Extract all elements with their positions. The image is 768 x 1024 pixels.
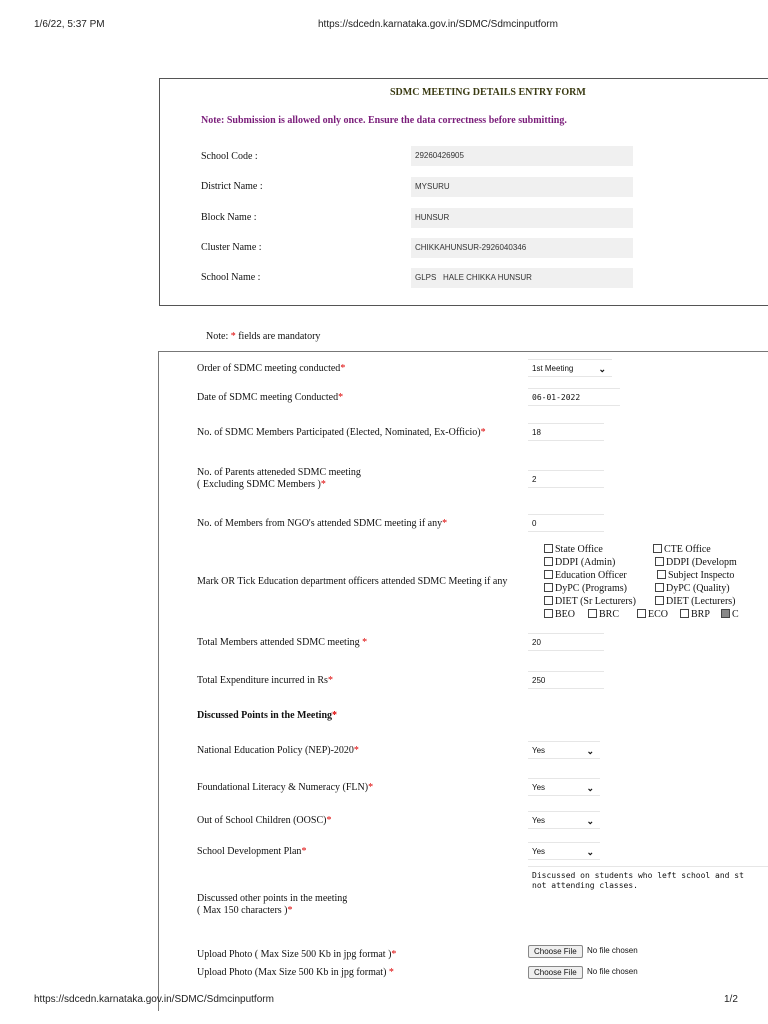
fln-select-value: Yes	[532, 783, 546, 792]
other-points-sublabel-text: ( Max 150 characters )	[197, 905, 288, 916]
checkbox-label: BEO	[555, 609, 575, 620]
photo1-label	[197, 949, 396, 960]
expenditure-label-text: Total Expenditure incurred in Rs	[197, 675, 328, 686]
checkbox-beo[interactable]	[544, 609, 575, 620]
checkbox-box[interactable]	[655, 583, 664, 592]
cluster-field: CHIKKAHUNSUR-2926040346	[411, 238, 633, 258]
members-input[interactable]: 18	[528, 423, 604, 441]
checkbox-brc[interactable]	[588, 609, 619, 620]
chevron-down-icon: ⌄	[586, 783, 594, 793]
checkbox-label: DDPI (Developm	[666, 557, 737, 568]
expenditure-label	[197, 675, 333, 686]
chevron-down-icon: ⌄	[586, 847, 594, 857]
photo1-status: No file chosen	[587, 946, 638, 955]
order-label	[197, 363, 345, 374]
school-name-field: GLPS HALE CHIKKA HUNSUR	[411, 268, 633, 288]
parents-label: No. of Parents atteneded SDMC meeting	[197, 467, 361, 478]
fln-select[interactable]	[528, 778, 600, 796]
sdp-label	[197, 846, 306, 857]
checkbox-diet-sr-lecturers[interactable]	[544, 596, 636, 607]
district-label: District Name :	[201, 181, 263, 192]
required-star: *	[287, 905, 293, 916]
submission-note: Note: Submission is allowed only once. Ensure the data correctness before submitting.	[201, 115, 567, 126]
chevron-down-icon: ⌄	[586, 816, 594, 826]
oosc-select-value: Yes	[532, 816, 546, 825]
mandatory-note-prefix: Note:	[206, 331, 231, 342]
footer-page-number: 1/2	[724, 994, 738, 1005]
expenditure-input[interactable]: 250	[528, 671, 604, 689]
nep-select[interactable]	[528, 741, 600, 759]
checkbox-box[interactable]	[544, 609, 553, 618]
sdp-select[interactable]	[528, 842, 600, 860]
checkbox-box[interactable]	[544, 557, 553, 566]
block-field: HUNSUR	[411, 208, 633, 228]
required-star: *	[327, 675, 333, 686]
checkbox-label: BRP	[691, 609, 710, 620]
checkbox-label: CTE Office	[664, 544, 711, 555]
footer-url: https://sdcedn.karnataka.gov.in/SDMC/Sdmcinputform	[34, 994, 274, 1005]
mandatory-note-suffix: fields are mandatory	[235, 331, 321, 342]
nep-label-text: National Education Policy (NEP)-2020	[197, 745, 354, 756]
oosc-label-text: Out of School Children (OOSC)	[197, 815, 327, 826]
checkbox-label: Subject Inspecto	[668, 570, 735, 581]
checkbox-box[interactable]	[680, 609, 689, 618]
checkbox-label: ECO	[648, 609, 668, 620]
checkbox-box[interactable]	[544, 583, 553, 592]
ngo-label	[197, 518, 447, 529]
sdp-label-text: School Development Plan	[197, 846, 302, 857]
checkbox-box[interactable]	[544, 544, 553, 553]
required-star: *	[301, 846, 307, 857]
print-datetime: 1/6/22, 5:37 PM	[34, 19, 105, 30]
checkbox-box[interactable]	[637, 609, 646, 618]
required-star: *	[388, 967, 394, 978]
checkbox-label: Education Officer	[555, 570, 627, 581]
other-points-sublabel	[197, 905, 293, 916]
checkbox-box[interactable]	[588, 609, 597, 618]
district-field: MYSURU	[411, 177, 633, 197]
total-input[interactable]: 20	[528, 633, 604, 651]
checkbox-box[interactable]	[655, 596, 664, 605]
checkbox-education-officer[interactable]	[544, 570, 627, 581]
other-points-textarea[interactable]: Discussed on students who left school and st not attending classes.	[528, 866, 768, 938]
order-select-value: 1st Meeting	[532, 364, 574, 373]
school-code-field: 29260426905	[411, 146, 633, 166]
checkbox-crp[interactable]	[721, 609, 739, 620]
total-label-text: Total Members attended SDMC meeting	[197, 637, 363, 648]
checkbox-ddpi-development[interactable]	[655, 557, 737, 568]
members-label-text: No. of SDMC Members Participated (Elected, Nominated, Ex-Officio)	[197, 427, 481, 438]
fln-label-text: Foundational Literacy & Numeracy (FLN)	[197, 782, 369, 793]
required-star: *	[480, 427, 486, 438]
required-star: *	[353, 745, 359, 756]
checkbox-box-checked[interactable]	[721, 609, 730, 618]
school-code-label: School Code :	[201, 151, 258, 162]
checkbox-cte-office[interactable]	[653, 544, 711, 555]
checkbox-ddpi-admin[interactable]	[544, 557, 615, 568]
photo1-label-text: Upload Photo ( Max Size 500 Kb in jpg format )	[197, 949, 392, 960]
parents-input[interactable]: 2	[528, 470, 604, 488]
checkbox-label: C	[732, 609, 739, 620]
checkbox-label: DyPC (Quality)	[666, 583, 730, 594]
parents-sublabel	[197, 479, 326, 490]
required-star: *	[362, 637, 368, 648]
checkbox-label: DDPI (Admin)	[555, 557, 616, 568]
required-star: *	[230, 331, 236, 342]
form-title: SDMC MEETING DETAILS ENTRY FORM	[390, 87, 586, 98]
discussed-heading	[197, 710, 337, 721]
checkbox-brp[interactable]	[680, 609, 710, 620]
nep-label	[197, 745, 359, 756]
photo2-label-text: Upload Photo (Max Size 500 Kb in jpg format)	[197, 967, 389, 978]
checkbox-label: DyPC (Programs)	[555, 583, 627, 594]
cluster-label: Cluster Name :	[201, 242, 262, 253]
order-select[interactable]	[528, 359, 612, 377]
required-star: *	[368, 782, 374, 793]
checkbox-box[interactable]	[655, 557, 664, 566]
parents-sublabel-text: ( Excluding SDMC Members )	[197, 479, 321, 490]
date-label	[197, 392, 343, 403]
required-star: *	[332, 710, 337, 721]
other-points-label: Discussed other points in the meeting	[197, 893, 348, 904]
officers-label: Mark OR Tick Education department officers attended SDMC Meeting if any	[197, 576, 508, 587]
required-star: *	[338, 392, 344, 403]
checkbox-box[interactable]	[544, 570, 553, 579]
print-url: https://sdcedn.karnataka.gov.in/SDMC/Sdmcinputform	[318, 19, 558, 30]
chevron-down-icon: ⌄	[598, 364, 606, 374]
school-name-label: School Name :	[201, 272, 261, 283]
checkbox-dypc-programs[interactable]	[544, 583, 627, 594]
checkbox-diet-lecturers[interactable]	[655, 596, 736, 607]
photo1-choose-file-button[interactable]: Choose File	[528, 945, 583, 958]
checkbox-dypc-quality[interactable]	[655, 583, 730, 594]
chevron-down-icon: ⌄	[586, 746, 594, 756]
fln-label	[197, 782, 373, 793]
ngo-label-text: No. of Members from NGO's attended SDMC meeting if any	[197, 518, 443, 529]
required-star: *	[340, 363, 346, 374]
required-star: *	[326, 815, 332, 826]
date-input[interactable]: 06-01-2022	[528, 388, 620, 406]
required-star: *	[391, 949, 397, 960]
photo2-status: No file chosen	[587, 967, 638, 976]
photo2-label	[197, 967, 394, 978]
discussed-heading-text: Discussed Points in the Meeting	[197, 710, 332, 721]
required-star: *	[442, 518, 448, 529]
checkbox-eco[interactable]	[637, 609, 668, 620]
nep-select-value: Yes	[532, 746, 546, 755]
checkbox-box[interactable]	[657, 570, 666, 579]
total-label	[197, 637, 367, 648]
oosc-select[interactable]	[528, 811, 600, 829]
oosc-label	[197, 815, 331, 826]
checkbox-label: DIET (Sr Lecturers)	[555, 596, 636, 607]
block-label: Block Name :	[201, 212, 257, 223]
mandatory-note	[206, 331, 320, 342]
checkbox-label: State Office	[555, 544, 603, 555]
checkbox-label: DIET (Lecturers)	[666, 596, 736, 607]
required-star: *	[320, 479, 326, 490]
sdp-select-value: Yes	[532, 847, 546, 856]
ngo-input[interactable]: 0	[528, 514, 604, 532]
order-label-text: Order of SDMC meeting conducted	[197, 363, 341, 374]
photo2-choose-file-button[interactable]: Choose File	[528, 966, 583, 979]
checkbox-box[interactable]	[653, 544, 662, 553]
checkbox-label: BRC	[599, 609, 620, 620]
members-label	[197, 427, 486, 438]
checkbox-box[interactable]	[544, 596, 553, 605]
date-label-text: Date of SDMC meeting Conducted	[197, 392, 339, 403]
checkbox-subject-inspector[interactable]	[657, 570, 734, 581]
checkbox-state-office[interactable]	[544, 544, 603, 555]
